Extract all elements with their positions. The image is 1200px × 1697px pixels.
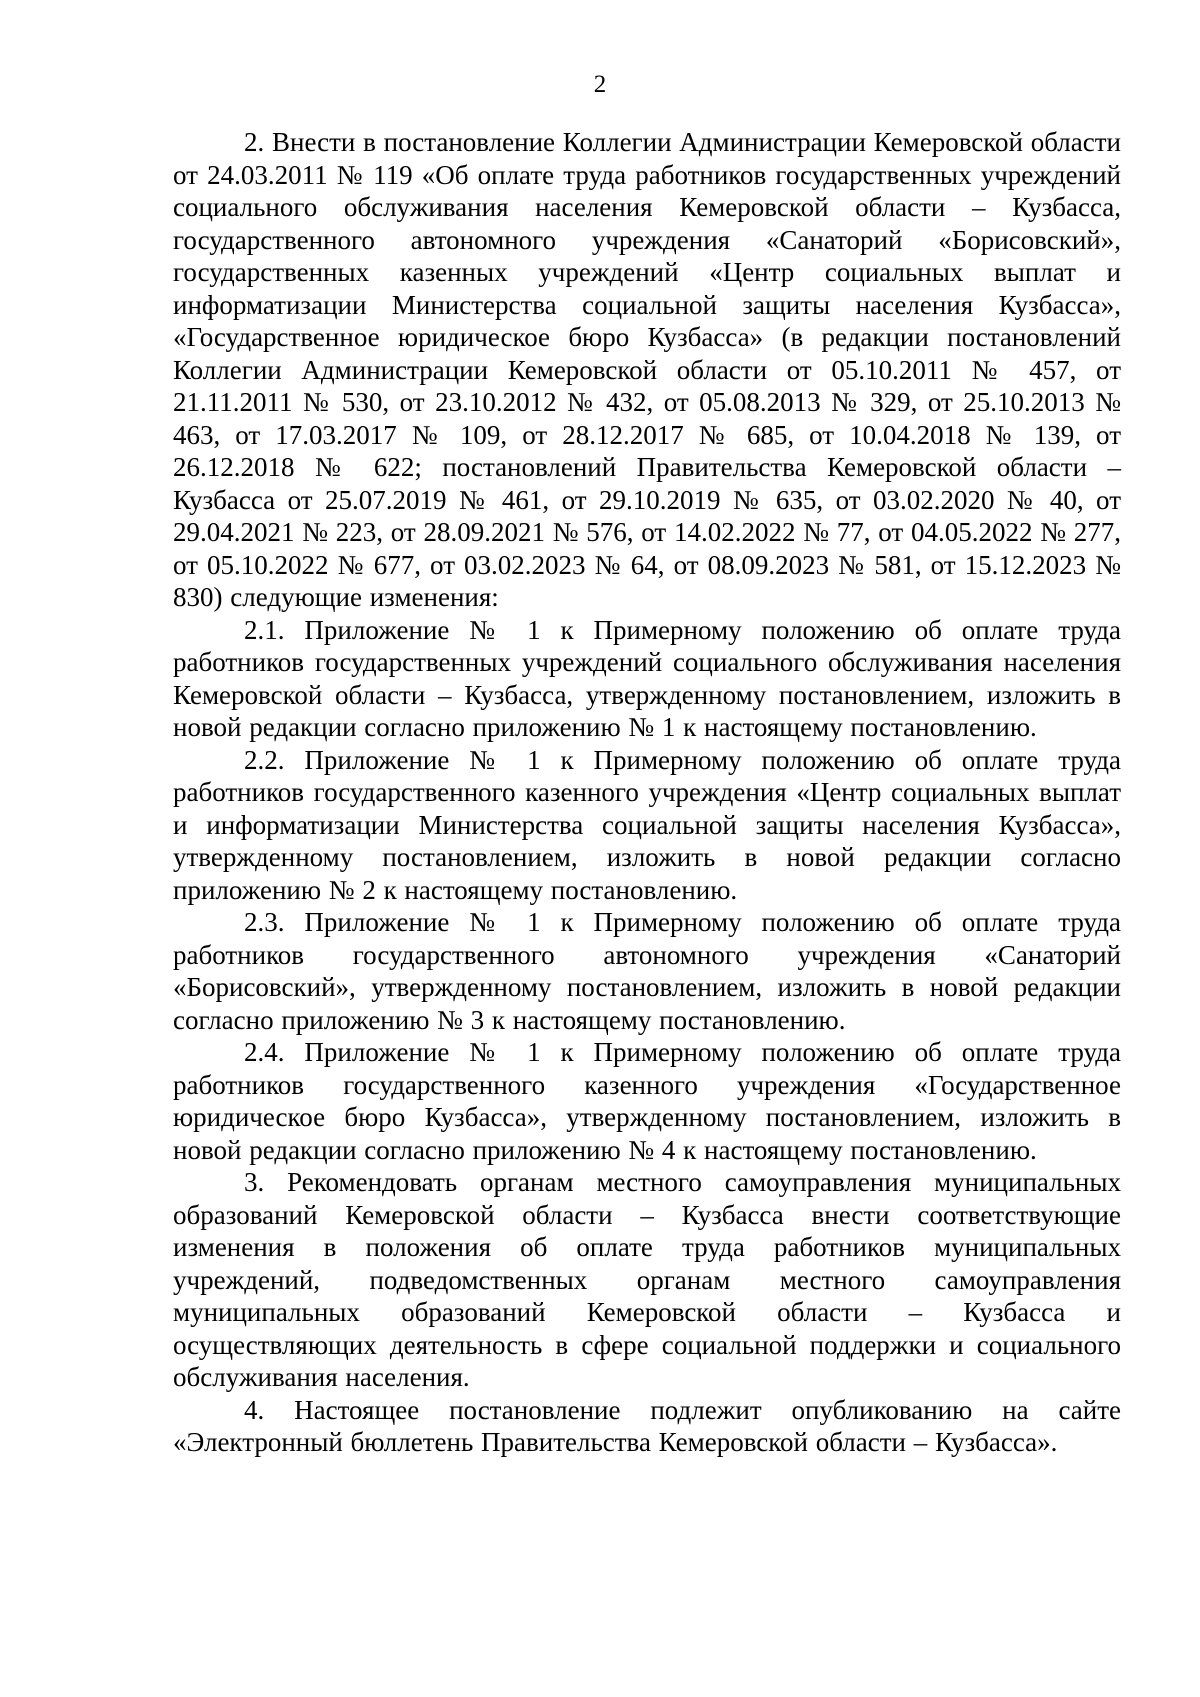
paragraph-3: 3. Рекомендовать органам местного самоуправления муниципальных образований Кемеровской области – Кузбасса внести соответствующие изменения в положения об оплате труда работников муниципальных учреждений, подведомственных органам местного самоуправления муниципальных образований Кемеровской области – Кузбасса и осуществляющих деятельность в сфере социальной поддержки и социального обслуживания населения. (173, 1167, 1121, 1392)
paragraph-2-1: 2.1. Приложение № 1 к Примерному положению об оплате труда работников государственных учреждений социального обслуживания населения Кемеровской области – Кузбасса, утвержденному постановлением, изложить в новой редакции согласно приложению № 1 к настоящему постановлению. (173, 614, 1121, 742)
paragraph-2-4: 2.4. Приложение № 1 к Примерному положению об оплате труда работников государственного казенного учреждения «Государственное юридическое бюро Кузбасса», утвержденному постановлением, изложить в новой редакции согласно приложению № 4 к настоящему постановлению. (173, 1037, 1121, 1165)
paragraph-2-3: 2.3. Приложение № 1 к Примерному положению об оплате труда работников государственного автономного учреждения «Санаторий «Борисовский», утвержденному постановлением, изложить в новой редакции согласно приложению № 3 к настоящему постановлению. (173, 907, 1121, 1035)
paragraph-2: 2. Внести в постановление Коллегии Администрации Кемеровской области от 24.03.2011 № 119 «Об оплате труда работников государственных учреждений социального обслуживания населения Кемеровской области – Кузбасса, государственного автономного учреждения «Санаторий «Борисовский», государственных казенных учреждений «Центр социальных выплат и информатизации Министерства социальной защиты населения Кузбасса», «Государственное юридическое бюро Кузбасса» (в редакции постановлений Коллегии Администрации Кемеровской области от 05.10.2011 № 457, от 21.11.2011 № 530, от 23.10.2012 № 432, от 05.08.2013 № 329, от 25.10.2013 № 463, от 17.03.2017 № 109, от 28.12.2017 № 685, от 10.04.2018 № 139, от 26.12.2018 № 622; постановлений Правительства Кемеровской области – Кузбасса от 25.07.2019 № 461, от 29.10.2019 № 635, от 03.02.2020 № 40, от 29.04.2021 № 223, от 28.09.2021 № 576, от 14.02.2022 № 77, от 04.05.2022 № 277, от 05.10.2022 № 677, от 03.02.2023 № 64, от 08.09.2023 № 581, от 15.12.2023 № 830) следующие изменения: (173, 127, 1121, 612)
page-number: 2 (593, 71, 607, 98)
paragraph-2-2: 2.2. Приложение № 1 к Примерному положению об оплате труда работников государственного казенного учреждения «Центр социальных выплат и информатизации Министерства социальной защиты населения Кузбасса», утвержденному постановлением, изложить в новой редакции согласно приложению № 2 к настоящему постановлению. (173, 744, 1121, 905)
paragraph-4: 4. Настоящее постановление подлежит опубликованию на сайте «Электронный бюллетень Правительства Кемеровской области – Кузбасса». (173, 1394, 1121, 1457)
document-body (173, 126, 1121, 1459)
